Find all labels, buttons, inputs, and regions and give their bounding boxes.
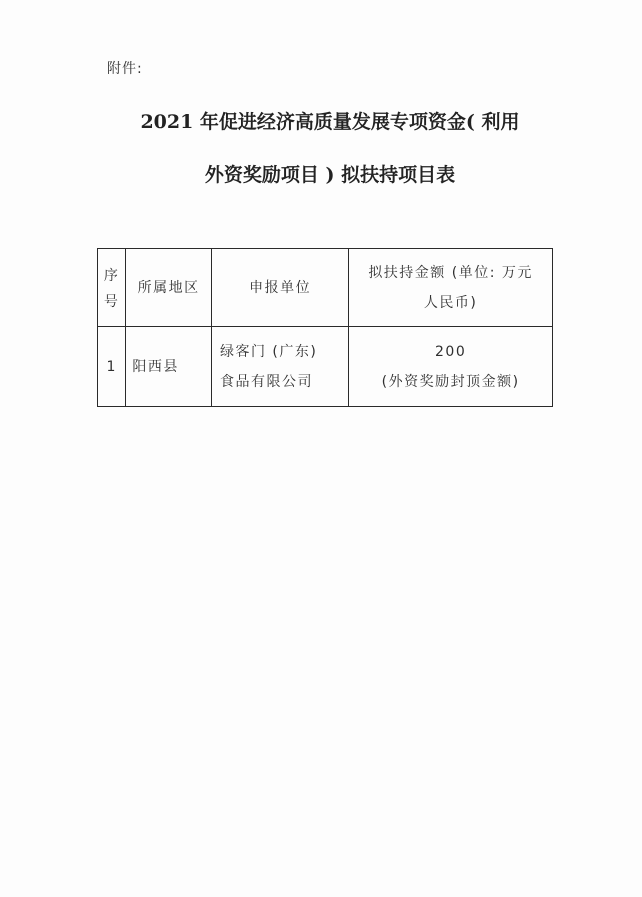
table-row [98,327,553,407]
header-serial-number-line-1: 序 [103,267,120,284]
document-title-line-2: 外资奖励项目 ) 拟扶持项目表 [204,164,456,186]
row-applicant-unit [211,327,348,407]
attachment-label: 附件: [107,61,143,77]
header-applicant-unit: 申报单位 [211,249,348,327]
document-title-line-1: 2021 年促进经济高质量发展专项资金( 利用 [140,111,520,133]
row-region: 阳西县 [126,327,212,407]
row-applicant-unit-line-1: 绿客门 (广东) [219,343,318,360]
row-applicant-unit-line-2: 食品有限公司 [219,373,313,390]
row-support-amount-value: 200 [435,343,467,360]
header-support-amount [349,249,553,327]
row-support-amount-note: (外资奖励封顶金额) [381,373,520,390]
header-support-amount-line-2: 人民币) [423,294,478,311]
project-support-table [97,248,553,407]
row-support-amount [349,327,553,407]
table-header-row [98,249,553,327]
row-serial-number: 1 [98,327,126,407]
header-region: 所属地区 [126,249,212,327]
header-support-amount-line-1: 拟扶持金额 (单位: 万元 [368,264,533,281]
header-serial-number-line-2: 号 [103,293,120,310]
header-serial-number [98,249,126,327]
